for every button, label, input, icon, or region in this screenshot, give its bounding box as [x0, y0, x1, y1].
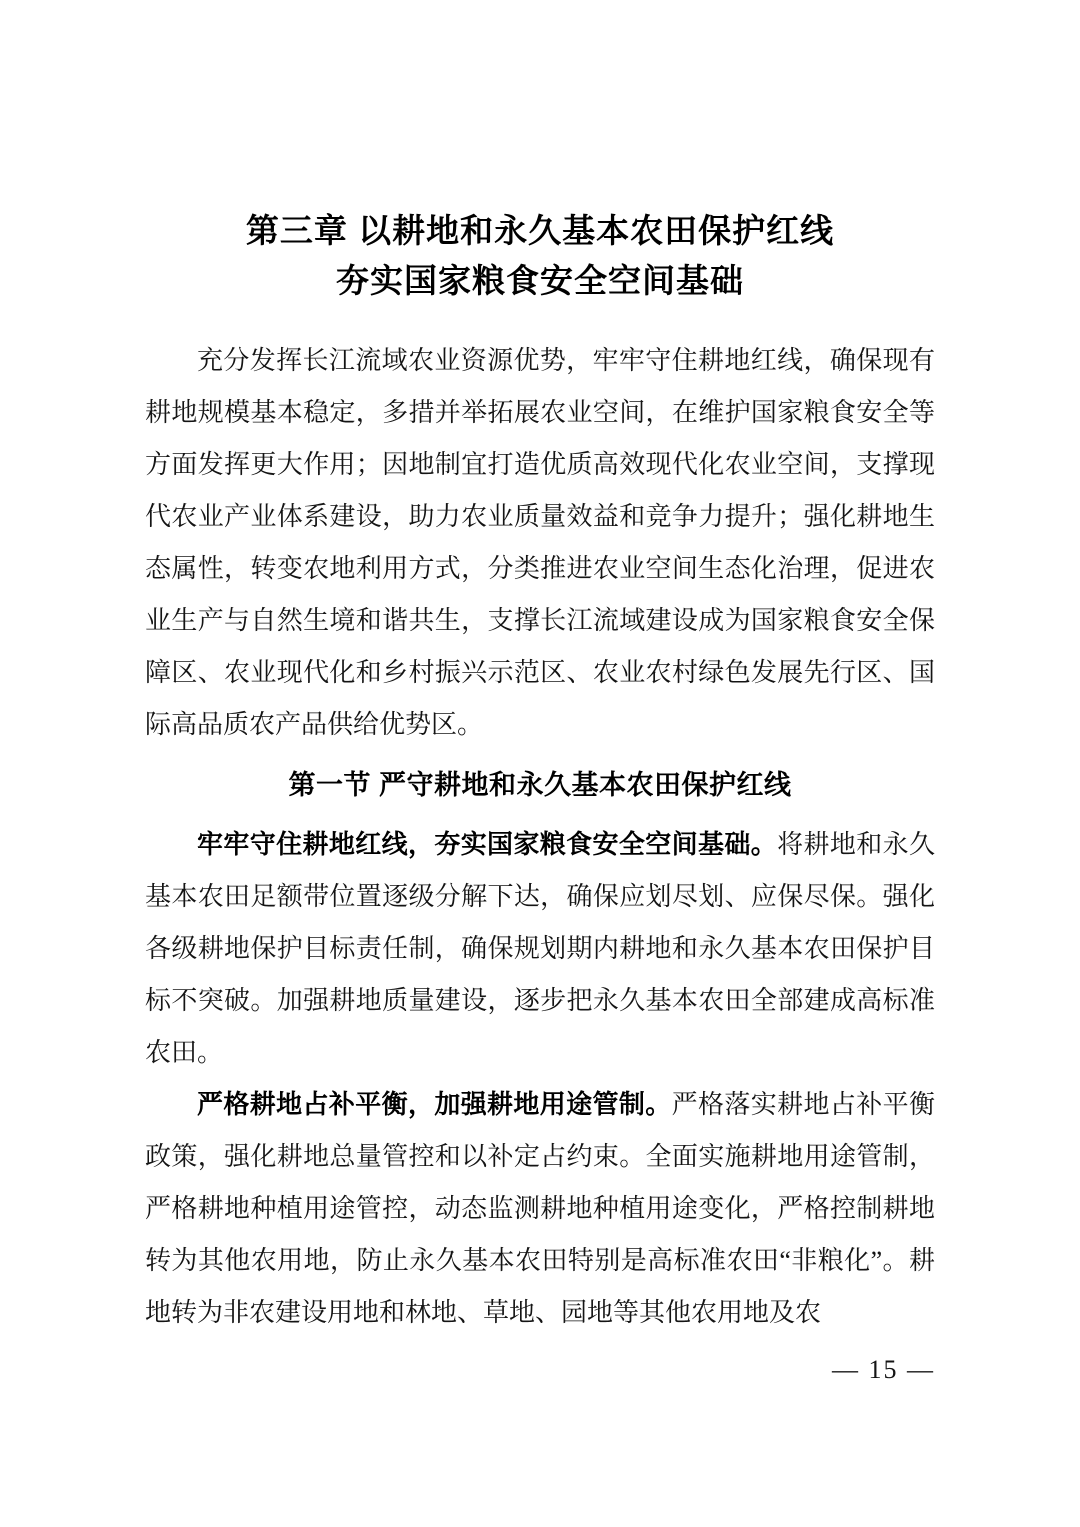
- paragraph-lead: 牢牢守住耕地红线，夯实国家粮食安全空间基础。: [197, 830, 778, 859]
- paragraph-text: 将耕地和永久基本农田足额带位置逐级分解下达，确保应划尽划、应保尽保。强化各级耕地保护目标责任制，确保规划期内耕地和永久基本农田保护目标不突破。加强耕地质量建设，逐步把永久基本农田全部建成高标准农田。: [145, 830, 935, 1067]
- paragraph-text: 充分发挥长江流域农业资源优势，牢牢守住耕地红线，确保现有耕地规模基本稳定，多措并举拓展农业空间，在维护国家粮食安全等方面发挥更大作用；因地制宜打造优质高效现代化农业空间，支撑现代农业产业体系建设，助力农业质量效益和竞争力提升；强化耕地生态属性，转变农地利用方式，分类推进农业空间生态化治理，促进农业生产与自然生境和谐共生，支撑长江流域建设成为国家粮食安全保障区、农业现代化和乡村振兴示范区、农业农村绿色发展先行区、国际高品质农产品供给优势区。: [145, 346, 935, 739]
- paragraph-intro: [145, 335, 935, 751]
- section-title: 第一节 严守耕地和永久基本农田保护红线: [288, 770, 792, 800]
- paragraph-red-line: [145, 819, 935, 1079]
- chapter-title-line-2: 夯实国家粮食安全空间基础: [336, 262, 744, 299]
- paragraph-balance: [145, 1079, 935, 1339]
- chapter-title: [145, 206, 935, 306]
- paragraph-text: 严格落实耕地占补平衡政策，强化耕地总量管控和以补定占约束。全面实施耕地用途管制，严格耕地种植用途管控，动态监测耕地种植用途变化，严格控制耕地转为其他农用地，防止永久基本农田特别是高标准农田“非粮化”。耕地转为非农建设用地和林地、草地、园地等其他农用地及农: [145, 1090, 935, 1327]
- page-number: — 15 —: [832, 1355, 935, 1384]
- chapter-title-line-1: 第三章 以耕地和永久基本农田保护红线: [245, 212, 835, 249]
- paragraph-lead: 严格耕地占补平衡，加强耕地用途管制。: [197, 1090, 672, 1119]
